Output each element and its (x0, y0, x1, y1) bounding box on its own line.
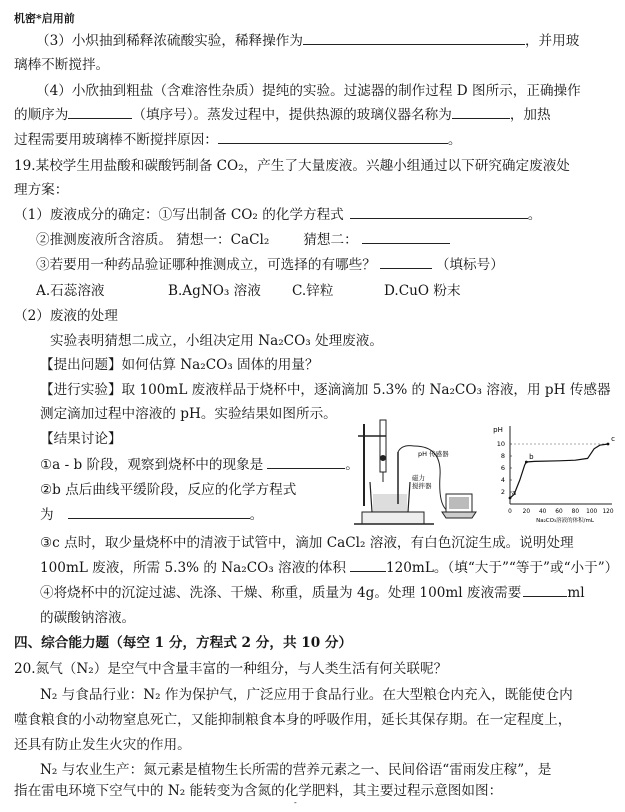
q18-part3-text: （3）小炽抽到稀释浓硫酸实验，稀释操作为 (36, 33, 303, 49)
answer-blank-reagent[interactable] (380, 256, 432, 269)
x-tick-label: 60 (555, 509, 563, 515)
answer-blank-volume[interactable] (523, 584, 567, 597)
period: 。 (527, 207, 542, 223)
q19-s2-experiment2: 测定滴加过程中溶液的 pH。实验结果如图所示。 (40, 406, 337, 422)
q19-r4-line2: 的碳酸钠溶液。 (40, 610, 136, 626)
q19-s1-line2 (36, 231, 450, 249)
point-b (525, 461, 528, 464)
q19-r3-text: 100mL 废液，所需 5.3% 的 Na₂CO₃ 溶液的体积 (40, 560, 346, 576)
period: 。 (345, 457, 359, 473)
period: 。 (249, 507, 264, 523)
answer-blank-stir-reason[interactable] (218, 131, 448, 144)
q19-r4-text: ④将烧杯中的沉淀过滤、洗涤、干燥、称重，质量为 4g。处理 100ml 废液需要 (40, 585, 522, 601)
q19-r3-hint: 120mL。（填“大于”“等于”或“小于”） (385, 560, 619, 576)
q19-r2-line2 (40, 506, 263, 524)
option-a: A.石蕊溶液 (36, 283, 105, 299)
q18-part3-text-end: ，并用玻 (524, 33, 580, 49)
answer-blank-guess-two[interactable] (362, 231, 450, 244)
option-c: C.锌粒 (292, 283, 334, 299)
page-footer: - (294, 798, 297, 807)
answer-blank-compare[interactable] (350, 559, 386, 572)
stirrer-label-1: 磁力 (412, 474, 425, 482)
q20-p1-line1: N₂ 与食品行业：N₂ 作为保护气，广泛应用于食品行业。在大型粮仓内充入，既能使仓内 (40, 687, 573, 703)
y-tick-label: 2 (500, 488, 505, 496)
option-d: D.CuO 粉末 (384, 283, 461, 299)
stirrer-label-2: 搅拌器 (412, 482, 432, 490)
x-tick-label: 100 (586, 509, 598, 515)
q19-r4-line1 (40, 584, 585, 602)
y-tick-label: 8 (500, 452, 505, 460)
q19-intro-line1: 19.某校学生用盐酸和碳酸钙制备 CO₂，产生了大量废液。兴趣小组通过以下研究确定废液处 (14, 158, 570, 174)
q18-part4-order-label: 的顺序为 (14, 107, 69, 123)
q19-guess-one: ②推测废液所含溶质。 猜想一：CaCl₂ (36, 232, 270, 248)
ph-curve (510, 444, 608, 498)
answer-blank-dilution[interactable] (303, 32, 525, 45)
answer-blank-r2-equation[interactable] (68, 506, 250, 519)
q19-s2-title: （2）废液的处理 (14, 308, 118, 324)
sensor-label: pH 传感器 (418, 450, 449, 458)
q18-part4-line1: （4）小欣抽到粗盐（含难溶性杂质）提纯的实验。过滤器的制作过程 D 图所示，正确操作 (36, 83, 581, 99)
q18-part4-reason-label: 过程需要用玻璃棒不断搅拌原因： (14, 132, 218, 148)
q19-s2-question: 【提出问题】如何估算 Na₂CO₃ 固体的用量？ (40, 357, 319, 373)
point-a (509, 497, 512, 500)
point-label-c: c (611, 435, 615, 443)
ph-chart (488, 422, 616, 526)
x-tick-label: 40 (538, 509, 547, 515)
q19-equation-label: （1）废液成分的确定：①写出制备 CO₂ 的化学方程式 (14, 207, 344, 223)
q20-p1-line3: 还具有防止发生火灾的作用。 (14, 737, 191, 753)
q19-s2-experiment1: 【进行实验】取 100mL 废液样品于烧杯中，逐滴滴加 5.3% 的 Na₂CO₃ 溶液，用 pH 传感器 (40, 382, 611, 398)
answer-blank-heat-source[interactable] (452, 106, 510, 119)
q19-guess-two-label: 猜想二： (303, 232, 358, 248)
x-tick-label: 120 (602, 509, 614, 515)
q19-reagent-hint: （填标号） (435, 257, 504, 273)
q19-s2-line1: 实验表明猜想二成立，小组决定用 Na₂CO₃ 处理废液。 (50, 333, 383, 349)
section4-title: 四、综合能力题（每空 1 分，方程式 2 分，共 10 分） (14, 635, 353, 651)
option-b: B.AgNO₃ 溶液 (168, 283, 261, 299)
q19-r3-line1: ③c 点时，取少量烧杯中的清液于试管中，滴加 CaCl₂ 溶液，有白色沉淀生成。说明处理 (40, 535, 574, 551)
q18-part3-line1 (36, 32, 579, 50)
answer-blank-order[interactable] (68, 106, 132, 119)
y-axis-label: pH (493, 426, 503, 434)
q18-part4-heat-end: ，加热 (509, 107, 551, 123)
x-tick-label: 20 (522, 509, 531, 515)
q20-p2-line2: 指在雷电环境下空气中的 N₂ 能转变为含氮的化学肥料，其主要过程示意图如图： (14, 783, 503, 799)
q19-r4-unit: ml (567, 585, 585, 601)
q20-p1-line2: 噬食粮食的小动物窒息死亡，又能抑制粮食本身的呼吸作用，延长其保存期。在一定程度上， (14, 712, 572, 728)
y-tick-label: 10 (496, 440, 505, 448)
q20-p2-line1: N₂ 与农业生产：氮元素是植物生长所需的营养元素之一、民间俗语“雷雨发庄稼”，是 (40, 762, 552, 778)
q18-part3-line2: 璃棒不断搅拌。 (14, 57, 110, 73)
y-tick-label: 4 (500, 476, 505, 484)
q19-r2: ②b 点后曲线平缓阶段，反应的化学方程式 (40, 482, 297, 498)
q19-s1-line3 (36, 256, 504, 274)
period: 。 (447, 132, 462, 148)
q19-s1-line1 (14, 206, 541, 224)
y-tick-label: 6 (500, 464, 505, 472)
answer-blank-phenomenon[interactable] (267, 456, 345, 469)
x-tick-label: 0 (508, 509, 512, 515)
q19-reagent-question: ③若要用一种药品验证哪种推测成立，可选择的有哪些？ (36, 257, 376, 273)
answer-blank-co2-equation[interactable] (350, 206, 528, 219)
q19-r1 (40, 456, 359, 474)
point-c (607, 443, 610, 446)
q19-r2-wei: 为 (40, 507, 54, 523)
apparatus-figure (342, 416, 478, 528)
x-axis-label: Na₂CO₃溶液的体积/mL (536, 518, 594, 524)
q18-part4-heat-label: （填序号）。蒸发过程中，提供热源的玻璃仪器名称为 (132, 107, 452, 123)
q20-title: 20.氮气（N₂）是空气中含量丰富的一种组分，与人类生活有何关联呢？ (14, 661, 448, 677)
q19-r1-text: ①a - b 阶段，观察到烧杯中的现象是 (40, 457, 264, 473)
q18-part4-line3 (14, 131, 462, 149)
point-label-a: a (511, 489, 517, 497)
point-label-b: b (529, 453, 534, 461)
q19-r3-line2 (40, 559, 618, 577)
q18-part4-line2 (14, 106, 551, 124)
confidential-header: 机密*启用前 (14, 12, 75, 25)
q19-s2-discussion: 【结果讨论】 (40, 431, 122, 447)
q19-intro-line2: 理方案： (14, 182, 69, 198)
x-tick-label: 80 (571, 509, 580, 515)
